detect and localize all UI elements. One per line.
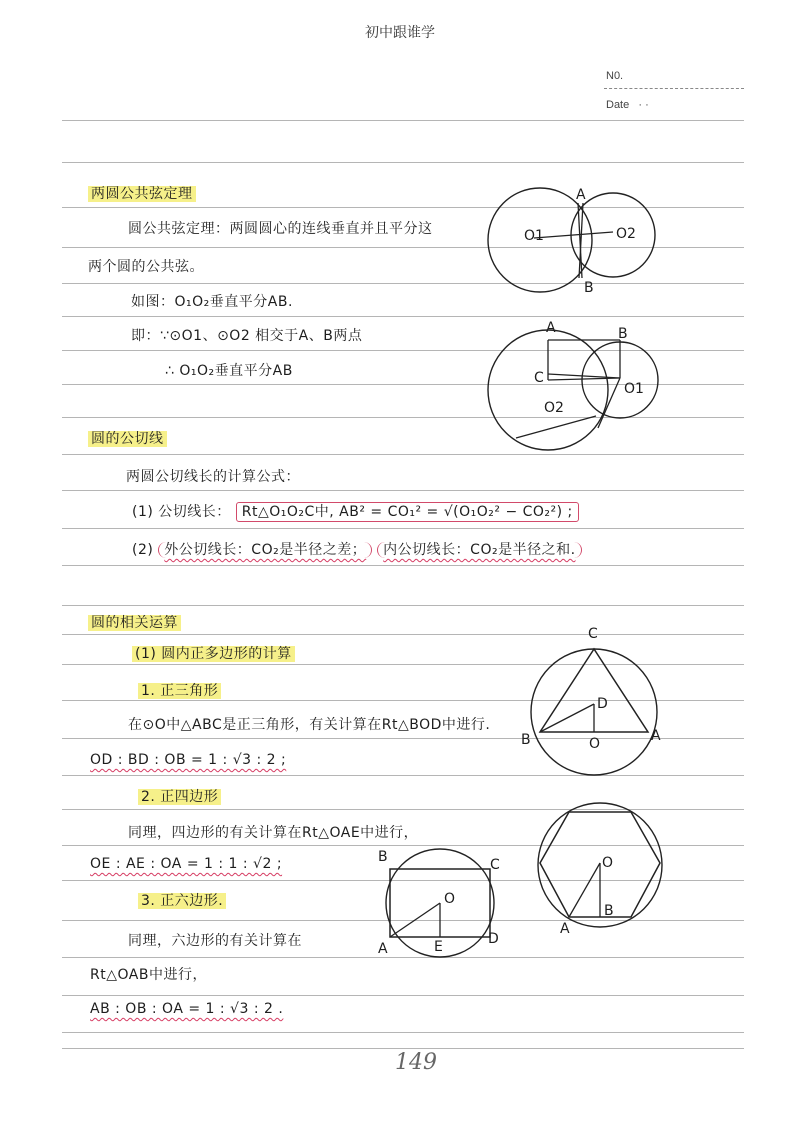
fig4-label-C: C	[490, 857, 500, 873]
internal-tangent-note: 内公切线长：CO₂是半径之和.	[377, 542, 581, 558]
s2-line3-prefix: (2)	[132, 542, 154, 558]
fig5-label-B: B	[604, 903, 614, 919]
page-header: 初中跟谁学	[365, 25, 435, 41]
no-label: N0.	[606, 70, 624, 82]
square-heading: 2. 正四边形	[138, 786, 221, 806]
fig3-label-B: B	[521, 732, 531, 748]
s2-line2-prefix: (1) 公切线长：	[132, 504, 231, 520]
s1-line4: 即：∵⊙O1、⊙O2 相交于A、B两点	[131, 328, 363, 344]
fig5-label-A: A	[560, 921, 570, 935]
meta-divider	[604, 88, 744, 89]
hexagon-ratio: AB : OB : OA = 1 : √3 : 2 .	[90, 1001, 284, 1017]
triangle-ratio: OD : BD : OB = 1 : √3 : 2 ;	[90, 752, 287, 768]
figure-intersecting-circles	[480, 180, 670, 300]
fig2-label-O2: O2	[544, 400, 564, 416]
fig3-label-A: A	[651, 728, 661, 744]
fig1-label-A: A	[576, 187, 586, 203]
hexagon-line1: 同理，六边形的有关计算在	[128, 933, 302, 949]
tangent-formula: Rt△O₁O₂C中, AB² = CO₁² = √(O₁O₂² − CO₂²) ;	[236, 502, 579, 522]
figure-hexagon	[530, 795, 670, 935]
section2-heading: 圆的公切线	[88, 428, 167, 448]
s1-line5: ∴ O₁O₂垂直平分AB	[165, 363, 293, 379]
fig2-label-O1: O1	[624, 381, 644, 397]
fig4-label-D: D	[488, 931, 499, 947]
hexagon-line2: Rt△OAB中进行，	[90, 967, 207, 983]
fig2-label-C: C	[534, 370, 544, 386]
fig3-label-D: D	[597, 696, 608, 712]
fig3-label-C: C	[588, 626, 598, 642]
figure-square	[376, 845, 516, 960]
s2-line3	[132, 539, 582, 559]
figure-equilateral-triangle	[515, 622, 675, 782]
square-line1: 同理，四边形的有关计算在Rt△OAE中进行，	[128, 825, 419, 841]
fig1-label-B: B	[584, 280, 594, 296]
s1-line3: 如图：O₁O₂垂直平分AB.	[131, 294, 293, 310]
hexagon-heading: 3. 正六边形.	[138, 890, 226, 910]
fig3-label-O: O	[589, 736, 601, 752]
fig5-label-O: O	[602, 855, 614, 871]
s2-line2	[132, 501, 579, 521]
fig4-label-O: O	[444, 891, 456, 907]
section1-heading: 两圆公共弦定理	[88, 183, 196, 203]
triangle-heading: 1. 正三角形	[138, 680, 221, 700]
figure-common-tangent	[486, 318, 666, 458]
fig4-label-A: A	[378, 941, 388, 957]
fig2-label-B: B	[618, 326, 628, 342]
triangle-line1: 在⊙O中△ABC是正三角形，有关计算在Rt△BOD中进行.	[128, 717, 491, 733]
page-number: 149	[395, 1050, 437, 1075]
s1-line2: 两个圆的公共弦。	[88, 259, 204, 275]
external-tangent-note: 外公切线长：CO₂是半径之差；	[158, 542, 372, 558]
fig1-label-O1: O1	[524, 228, 544, 244]
date-label: Date · ·	[606, 99, 649, 111]
fig4-label-E: E	[434, 939, 443, 955]
square-ratio: OE : AE : OA = 1 : 1 : √2 ;	[90, 856, 283, 872]
fig4-label-B: B	[378, 849, 388, 865]
fig2-label-A: A	[546, 320, 556, 336]
s2-line1: 两圆公切线长的计算公式：	[126, 469, 300, 485]
s1-line1: 圆公共弦定理：两圆圆心的连线垂直并且平分这	[128, 221, 433, 237]
s3-subheading: (1) 圆内正多边形的计算	[132, 643, 295, 663]
section3-heading: 圆的相关运算	[88, 612, 181, 632]
fig1-label-O2: O2	[616, 226, 636, 242]
